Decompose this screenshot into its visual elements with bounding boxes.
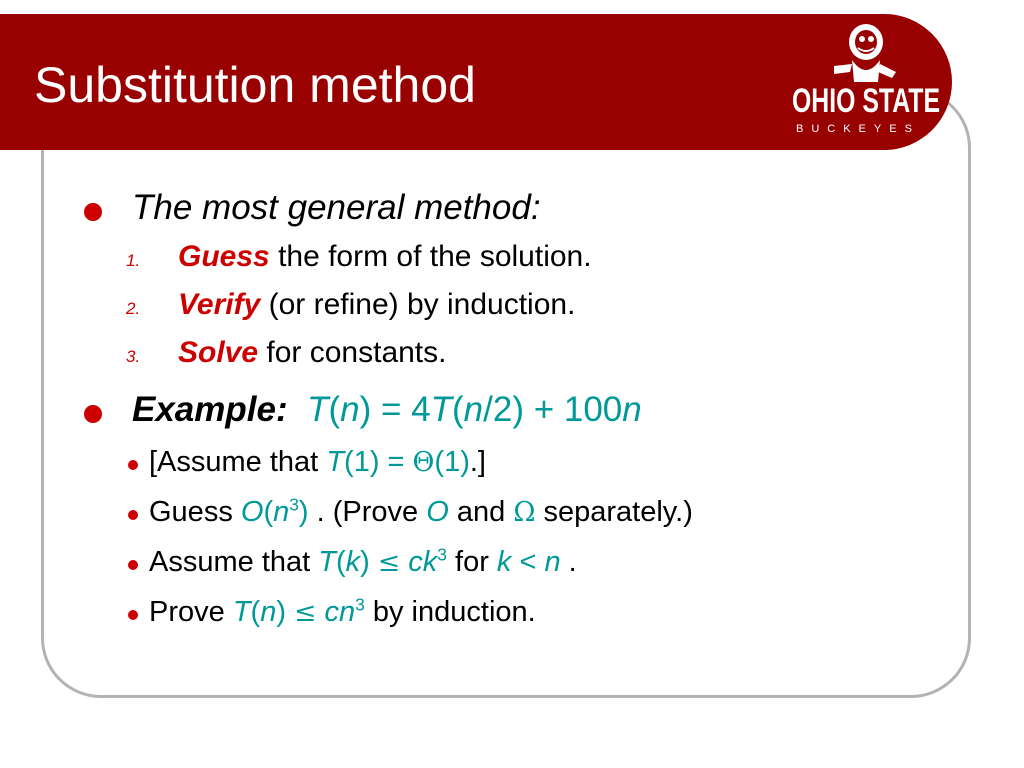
step-number: 3. xyxy=(126,347,141,366)
recurrence-formula: T(n) = 4T(n/2) + 100n xyxy=(307,390,642,429)
step-text: the form of the solution. xyxy=(278,240,592,273)
text: [Assume that xyxy=(149,446,327,478)
math-var: ck xyxy=(408,546,438,578)
math-var: n xyxy=(544,546,561,578)
logo-subtext: BUCKEYES xyxy=(796,123,920,135)
text: and xyxy=(448,496,514,528)
step-keyword: Solve xyxy=(178,336,259,369)
sub-bullet-dot xyxy=(128,460,138,470)
slide-title: Substitution method xyxy=(34,57,476,113)
bullet-dot xyxy=(84,203,102,221)
text: for xyxy=(446,546,497,578)
math-var: T xyxy=(326,446,345,478)
step-keyword: Guess xyxy=(178,240,270,273)
text: Guess xyxy=(149,496,241,528)
sub-bullet-dot xyxy=(128,610,138,620)
math: $T(n) \le cn^3$ xyxy=(232,594,365,628)
example-line xyxy=(132,390,642,430)
text: .] xyxy=(469,446,486,478)
text: . xyxy=(560,546,577,578)
sub-item-3 xyxy=(149,546,577,579)
sub-item-4 xyxy=(149,596,536,629)
text: by induction. xyxy=(364,596,536,628)
math-text: ( xyxy=(263,496,274,528)
exponent: 3 xyxy=(355,594,365,615)
example-label: Example: xyxy=(132,390,288,429)
intro-text: The most general method: xyxy=(132,188,541,227)
step-number: 2. xyxy=(126,299,141,318)
math-text: < xyxy=(511,546,545,578)
math xyxy=(326,446,470,478)
leq-symbol: ≤ xyxy=(377,547,401,578)
math xyxy=(497,546,561,578)
sub-bullet-dot xyxy=(128,510,138,520)
step-text: for constants. xyxy=(266,336,447,369)
sub-bullet-dot xyxy=(128,560,138,570)
math-var: k xyxy=(496,546,512,578)
exponent: 3 xyxy=(289,494,299,515)
step-2 xyxy=(178,288,575,322)
math-var: T xyxy=(232,596,251,628)
leq-symbol: ≤ xyxy=(294,597,317,628)
math: $T(k) \le ck^3$ xyxy=(318,544,447,578)
math-var: O xyxy=(426,496,449,528)
text: . (Prove xyxy=(308,496,427,528)
sub-item-2 xyxy=(149,496,693,529)
step-keyword: Verify xyxy=(178,288,261,321)
math-var: n xyxy=(273,496,290,528)
logo-tm: TM xyxy=(932,130,941,136)
exponent: 3 xyxy=(437,544,447,565)
math xyxy=(241,496,309,528)
math-var: n xyxy=(260,596,277,628)
math-text: (1) xyxy=(434,446,470,478)
theta-symbol: Θ xyxy=(412,447,435,478)
math-text: ) xyxy=(298,496,309,528)
omega-symbol: Ω xyxy=(513,497,536,528)
text: Prove xyxy=(149,596,233,628)
step-1 xyxy=(178,240,592,274)
sub-item-1 xyxy=(149,446,486,479)
math-var: T xyxy=(318,546,336,578)
math-text: (1) = xyxy=(344,446,413,478)
text: Assume that xyxy=(149,546,319,578)
step-number: 1. xyxy=(126,251,141,270)
step-3 xyxy=(178,336,446,370)
math-var: k xyxy=(345,546,361,578)
math-var: cn xyxy=(324,596,356,628)
text: separately.) xyxy=(535,496,693,528)
step-text: (or refine) by induction. xyxy=(268,288,576,321)
logo-wordmark: OHIO STATE xyxy=(792,82,940,120)
math-var: O xyxy=(240,496,264,528)
bullet-dot xyxy=(84,405,102,423)
